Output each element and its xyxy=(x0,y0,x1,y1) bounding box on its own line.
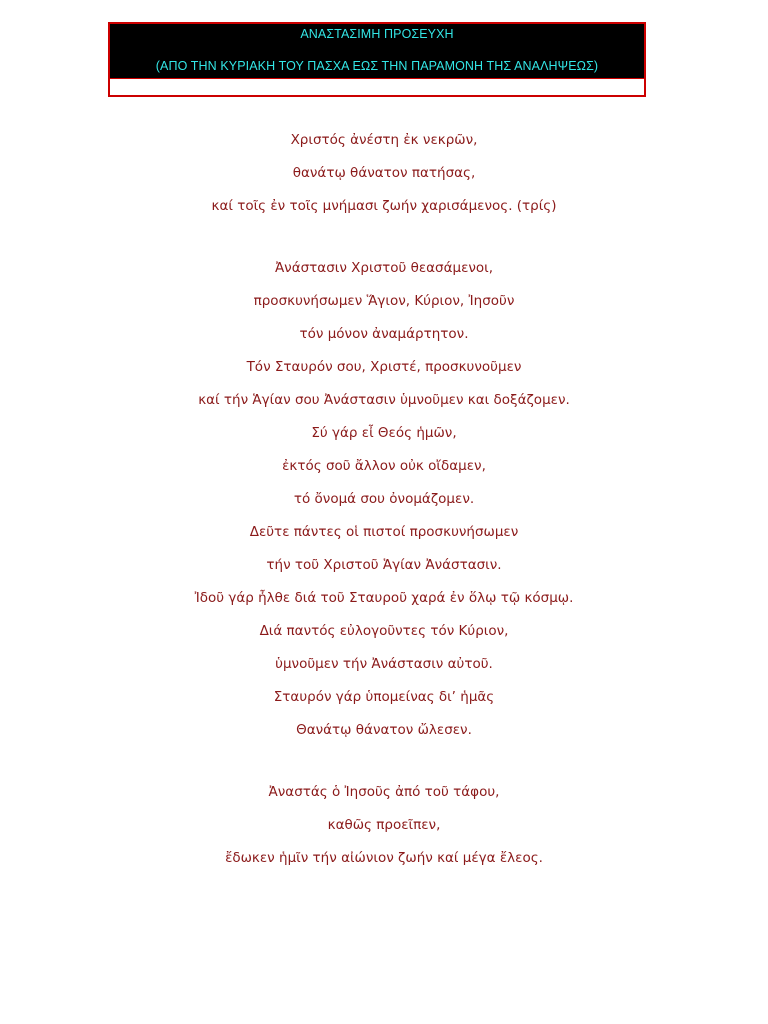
verse-line: Σταυρόν γάρ ὑπομείνας δι’ ἡμᾶς xyxy=(273,689,495,705)
verse-line: Θανάτῳ θάνατον ὤλεσεν. xyxy=(296,722,472,738)
header-title-bar xyxy=(110,24,644,79)
verse-line: Σύ γάρ εἶ Θεός ἡμῶν, xyxy=(311,425,457,441)
verse-line: τήν τοῦ Χριστοῦ Ἁγίαν Ἀνάστασιν. xyxy=(266,557,502,573)
stanza-gap xyxy=(0,753,768,782)
header-box xyxy=(108,22,646,97)
verse-line: Δεῦτε πάντες οἱ πιστοί προσκυνήσωμεν xyxy=(249,524,519,540)
verse-line: ἔδωκεν ἡμῖν τήν αἰώνιον ζωήν καί μέγα ἔλεος. xyxy=(225,850,543,866)
verse-line: Ἰδοῦ γάρ ἦλθε διά τοῦ Σταυροῦ χαρά ἐν ὅλῳ τῷ κόσμῳ. xyxy=(194,590,574,606)
verse-line: Διά παντός εὐλογοῦντες τόν Κύριον, xyxy=(259,623,509,639)
verse-line: ἐκτός σοῦ ἄλλον οὐκ οἴδαμεν, xyxy=(282,458,486,474)
verse-line: Ἀναστάς ὁ Ἰησοῦς ἀπό τοῦ τάφου, xyxy=(268,784,500,800)
verse-line: Τόν Σταυρόν σου, Χριστέ, προσκυνοῦμεν xyxy=(246,359,522,375)
page-title: ΑΝΑΣΤΑΣΙΜΗ ΠΡΟΣΕΥΧΗ xyxy=(300,27,454,41)
verse-line: θανάτῳ θάνατον πατήσας, xyxy=(292,165,476,181)
verse-line: καί τήν Ἁγίαν σου Ἀνάστασιν ὑμνοῦμεν και δοξάζομεν. xyxy=(198,392,570,408)
verse-line: Χριστός ἀνέστη ἐκ νεκρῶν, xyxy=(290,132,478,148)
page-subtitle: (ΑΠΟ ΤΗΝ ΚΥΡΙΑΚΗ ΤΟΥ ΠΑΣΧΑ ΕΩΣ ΤΗΝ ΠΑΡΑΜΟΝΗ ΤΗΣ ΑΝΑΛΗΨΕΩΣ) xyxy=(155,59,599,73)
verse-line: προσκυνήσωμεν Ἅγιον, Κύριον, Ἰησοῦν xyxy=(253,293,515,309)
prayer-text xyxy=(0,130,768,881)
verse-line: ὑμνοῦμεν τήν Ἀνάστασιν αὐτοῦ. xyxy=(275,656,493,672)
stanza-2 xyxy=(0,258,768,753)
stanza-1 xyxy=(0,130,768,229)
verse-line: τόν μόνον ἀναμάρτητον. xyxy=(299,326,469,342)
verse-line: τό ὄνομά σου ὀνομάζομεν. xyxy=(293,491,475,507)
stanza-3 xyxy=(0,782,768,881)
verse-line: καθῶς προεῖπεν, xyxy=(327,817,441,833)
stanza-gap xyxy=(0,229,768,258)
verse-line: καί τοῖς ἐν τοῖς μνήμασι ζωήν χαρισάμενος. (τρίς) xyxy=(211,198,557,214)
verse-line: Ἀνάστασιν Χριστοῦ θεασάμενοι, xyxy=(274,260,494,276)
